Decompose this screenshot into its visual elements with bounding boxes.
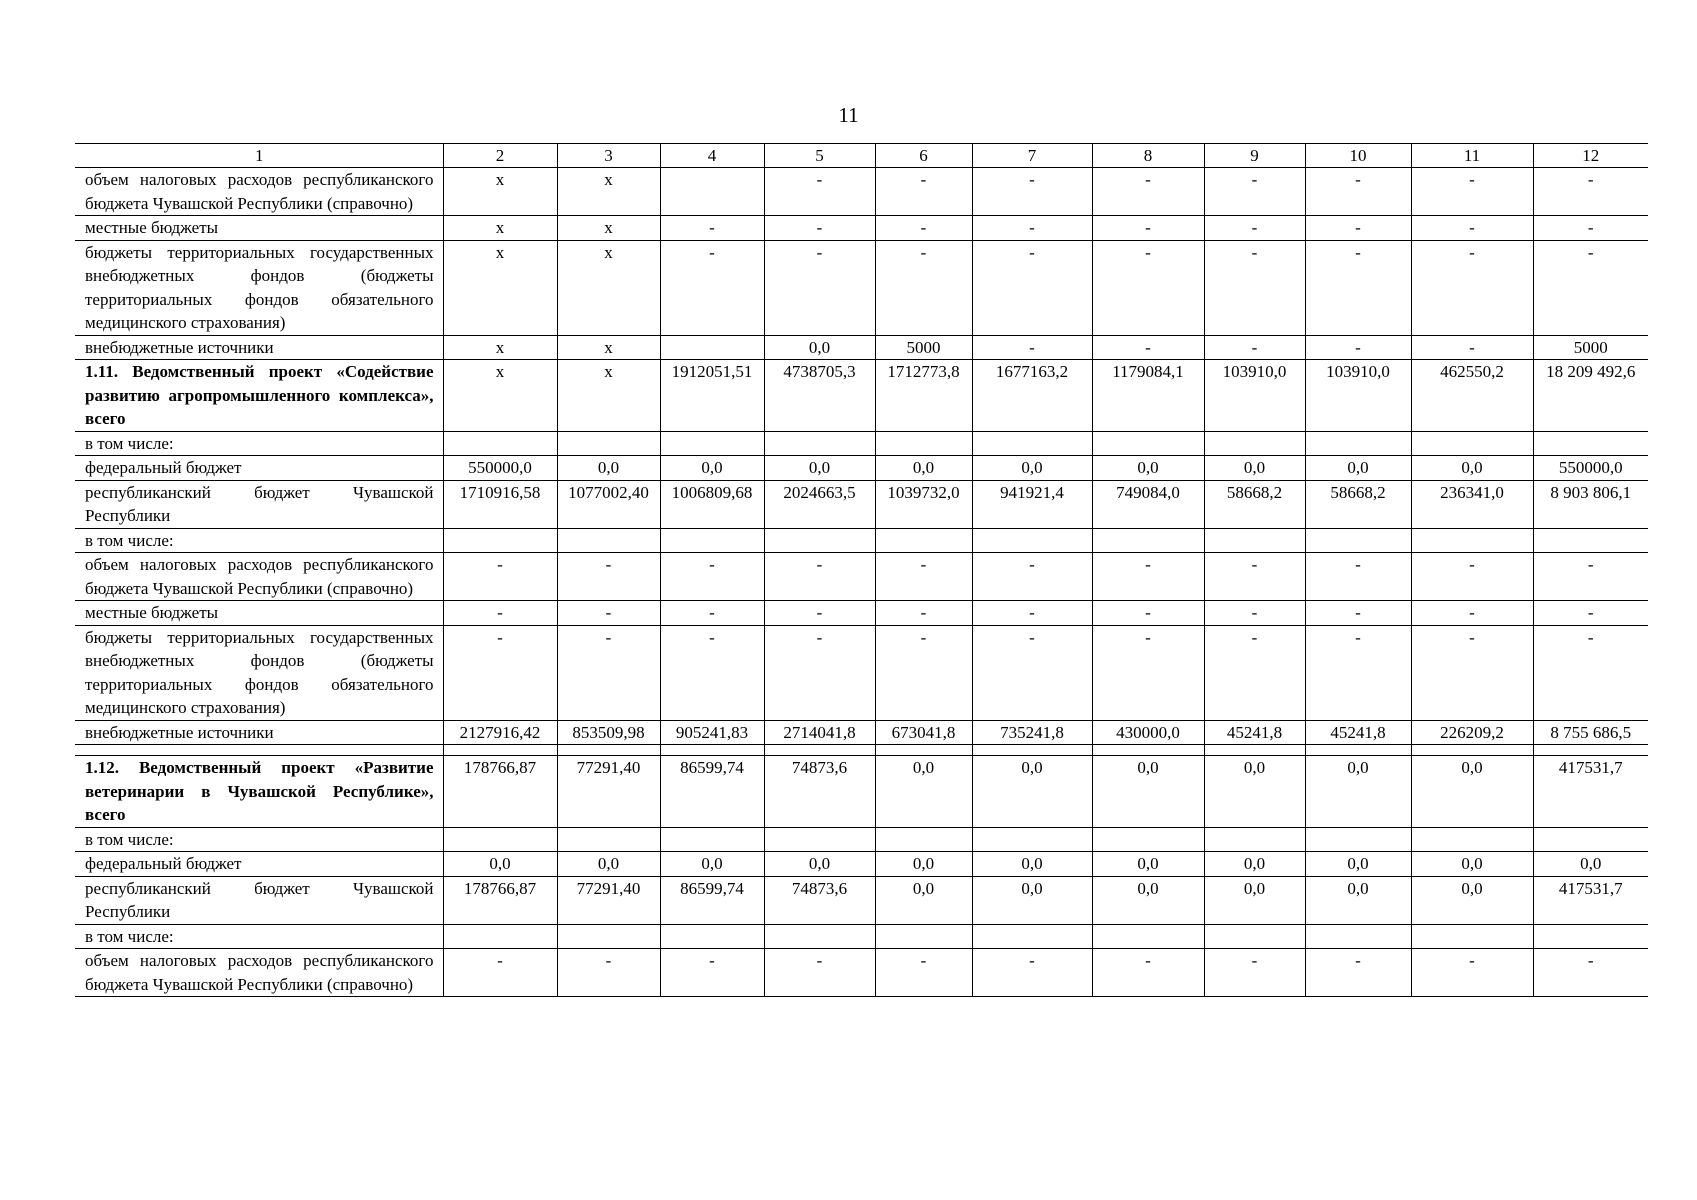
row-label: местные бюджеты xyxy=(75,216,443,241)
value-cell: - xyxy=(764,601,875,626)
value-cell: 0,0 xyxy=(1092,876,1204,924)
value-cell: - xyxy=(1305,949,1411,997)
row-label: в том числе: xyxy=(75,827,443,852)
column-number: 12 xyxy=(1533,144,1648,168)
row-label: внебюджетные источники xyxy=(75,720,443,745)
value-cell xyxy=(1533,827,1648,852)
value-cell: 18 209 492,6 xyxy=(1533,360,1648,432)
value-cell: 0,0 xyxy=(660,852,764,877)
spacer-cell xyxy=(1411,745,1533,756)
value-cell xyxy=(764,431,875,456)
value-cell: 0,0 xyxy=(875,456,972,481)
value-cell xyxy=(1533,924,1648,949)
value-cell: - xyxy=(1305,335,1411,360)
value-cell: - xyxy=(1533,168,1648,216)
value-cell xyxy=(443,924,557,949)
value-cell: 430000,0 xyxy=(1092,720,1204,745)
value-cell: 1006809,68 xyxy=(660,480,764,528)
column-number: 11 xyxy=(1411,144,1533,168)
column-number: 7 xyxy=(972,144,1092,168)
value-cell: 1039732,0 xyxy=(875,480,972,528)
spacer-cell xyxy=(1533,745,1648,756)
row-label: республиканский бюджет Чувашской Республики xyxy=(75,480,443,528)
value-cell: 417531,7 xyxy=(1533,876,1648,924)
table-row xyxy=(75,431,1648,456)
value-cell xyxy=(1092,431,1204,456)
value-cell: - xyxy=(1411,949,1533,997)
value-cell: 77291,40 xyxy=(557,876,660,924)
value-cell: 86599,74 xyxy=(660,756,764,828)
value-cell: 0,0 xyxy=(1305,876,1411,924)
spacer-cell xyxy=(443,745,557,756)
value-cell xyxy=(1092,827,1204,852)
value-cell: - xyxy=(1092,601,1204,626)
value-cell: - xyxy=(1411,601,1533,626)
table-row xyxy=(75,924,1648,949)
value-cell: - xyxy=(1305,168,1411,216)
value-cell: - xyxy=(972,553,1092,601)
value-cell: 178766,87 xyxy=(443,876,557,924)
value-cell: 735241,8 xyxy=(972,720,1092,745)
value-cell: 0,0 xyxy=(1411,456,1533,481)
value-cell: 462550,2 xyxy=(1411,360,1533,432)
value-cell: - xyxy=(1092,949,1204,997)
value-cell: - xyxy=(1204,625,1305,720)
table-row xyxy=(75,553,1648,601)
value-cell: - xyxy=(764,625,875,720)
value-cell: 0,0 xyxy=(1092,756,1204,828)
row-label: в том числе: xyxy=(75,924,443,949)
value-cell: 0,0 xyxy=(1092,852,1204,877)
column-number: 6 xyxy=(875,144,972,168)
value-cell: - xyxy=(1092,240,1204,335)
value-cell: 226209,2 xyxy=(1411,720,1533,745)
value-cell: 8 903 806,1 xyxy=(1533,480,1648,528)
table-row xyxy=(75,360,1648,432)
value-cell: - xyxy=(1204,335,1305,360)
value-cell: 749084,0 xyxy=(1092,480,1204,528)
value-cell: 0,0 xyxy=(1092,456,1204,481)
spacer-cell xyxy=(1204,745,1305,756)
value-cell: 1677163,2 xyxy=(972,360,1092,432)
value-cell xyxy=(443,431,557,456)
table-row xyxy=(75,480,1648,528)
value-cell: - xyxy=(1533,949,1648,997)
value-cell: - xyxy=(972,949,1092,997)
value-cell xyxy=(875,827,972,852)
value-cell: - xyxy=(443,601,557,626)
value-cell: 0,0 xyxy=(1305,456,1411,481)
value-cell xyxy=(875,431,972,456)
row-label: внебюджетные источники xyxy=(75,335,443,360)
value-cell: - xyxy=(557,601,660,626)
value-cell xyxy=(972,528,1092,553)
value-cell: - xyxy=(875,625,972,720)
value-cell: 0,0 xyxy=(972,456,1092,481)
spacer-cell xyxy=(875,745,972,756)
table-row xyxy=(75,335,1648,360)
column-number: 3 xyxy=(557,144,660,168)
value-cell: - xyxy=(1411,168,1533,216)
value-cell: 5000 xyxy=(875,335,972,360)
spacer-cell xyxy=(75,745,443,756)
value-cell: - xyxy=(1204,601,1305,626)
value-cell: 1077002,40 xyxy=(557,480,660,528)
value-cell xyxy=(660,168,764,216)
value-cell: - xyxy=(1204,216,1305,241)
row-label: объем налоговых расходов республиканского бюджета Чувашской Республики (справочно) xyxy=(75,168,443,216)
spacer-row xyxy=(75,745,1648,756)
table-body xyxy=(75,144,1648,997)
value-cell: - xyxy=(1092,216,1204,241)
value-cell xyxy=(972,924,1092,949)
row-label: республиканский бюджет Чувашской Республики xyxy=(75,876,443,924)
value-cell: - xyxy=(660,625,764,720)
value-cell: - xyxy=(1204,168,1305,216)
value-cell xyxy=(1204,528,1305,553)
table-row xyxy=(75,876,1648,924)
column-number: 5 xyxy=(764,144,875,168)
value-cell: 941921,4 xyxy=(972,480,1092,528)
value-cell: 77291,40 xyxy=(557,756,660,828)
value-cell xyxy=(1411,431,1533,456)
value-cell: - xyxy=(1411,216,1533,241)
row-label: объем налоговых расходов республиканского бюджета Чувашской Республики (справочно) xyxy=(75,553,443,601)
value-cell xyxy=(972,827,1092,852)
value-cell: - xyxy=(1092,168,1204,216)
value-cell: 0,0 xyxy=(1411,852,1533,877)
value-cell: - xyxy=(875,216,972,241)
table-row xyxy=(75,949,1648,997)
value-cell: x xyxy=(443,335,557,360)
value-cell: - xyxy=(1411,335,1533,360)
value-cell: - xyxy=(875,949,972,997)
value-cell xyxy=(875,924,972,949)
value-cell: - xyxy=(557,625,660,720)
value-cell xyxy=(1411,924,1533,949)
table-row xyxy=(75,240,1648,335)
value-cell: 2024663,5 xyxy=(764,480,875,528)
value-cell: - xyxy=(875,601,972,626)
value-cell: - xyxy=(972,240,1092,335)
value-cell: - xyxy=(1204,240,1305,335)
value-cell xyxy=(1204,431,1305,456)
row-label: объем налоговых расходов республиканского бюджета Чувашской Республики (справочно) xyxy=(75,949,443,997)
value-cell: 236341,0 xyxy=(1411,480,1533,528)
value-cell: - xyxy=(443,625,557,720)
value-cell: - xyxy=(660,601,764,626)
value-cell xyxy=(660,827,764,852)
value-cell xyxy=(443,528,557,553)
value-cell xyxy=(1305,827,1411,852)
budget-table xyxy=(75,143,1648,997)
value-cell: - xyxy=(1533,553,1648,601)
value-cell: 1179084,1 xyxy=(1092,360,1204,432)
value-cell: 550000,0 xyxy=(1533,456,1648,481)
value-cell: - xyxy=(1204,949,1305,997)
value-cell: 0,0 xyxy=(875,876,972,924)
value-cell: - xyxy=(557,553,660,601)
value-cell: - xyxy=(875,240,972,335)
value-cell: 0,0 xyxy=(875,756,972,828)
value-cell xyxy=(557,827,660,852)
value-cell: - xyxy=(1533,601,1648,626)
value-cell: - xyxy=(764,216,875,241)
value-cell: x xyxy=(557,216,660,241)
value-cell: - xyxy=(1305,625,1411,720)
value-cell: - xyxy=(557,949,660,997)
value-cell: 8 755 686,5 xyxy=(1533,720,1648,745)
column-number: 8 xyxy=(1092,144,1204,168)
value-cell: 905241,83 xyxy=(660,720,764,745)
value-cell: x xyxy=(557,168,660,216)
value-cell: - xyxy=(972,625,1092,720)
value-cell: - xyxy=(1411,240,1533,335)
value-cell: 0,0 xyxy=(1411,756,1533,828)
value-cell: 58668,2 xyxy=(1305,480,1411,528)
value-cell: - xyxy=(660,240,764,335)
value-cell: 5000 xyxy=(1533,335,1648,360)
value-cell: 673041,8 xyxy=(875,720,972,745)
value-cell: 0,0 xyxy=(764,852,875,877)
value-cell: - xyxy=(972,216,1092,241)
value-cell xyxy=(1204,924,1305,949)
value-cell: 417531,7 xyxy=(1533,756,1648,828)
value-cell: 0,0 xyxy=(972,756,1092,828)
table-row xyxy=(75,456,1648,481)
value-cell: - xyxy=(443,553,557,601)
value-cell: 0,0 xyxy=(1305,852,1411,877)
value-cell: 1712773,8 xyxy=(875,360,972,432)
value-cell xyxy=(557,924,660,949)
value-cell: - xyxy=(443,949,557,997)
value-cell: 550000,0 xyxy=(443,456,557,481)
table-row xyxy=(75,168,1648,216)
value-cell: - xyxy=(660,553,764,601)
value-cell: 853509,98 xyxy=(557,720,660,745)
value-cell: - xyxy=(1533,625,1648,720)
value-cell xyxy=(1092,528,1204,553)
value-cell: - xyxy=(1411,625,1533,720)
value-cell: 45241,8 xyxy=(1305,720,1411,745)
value-cell: 0,0 xyxy=(972,876,1092,924)
value-cell xyxy=(764,827,875,852)
value-cell: 0,0 xyxy=(1204,756,1305,828)
value-cell: - xyxy=(660,216,764,241)
value-cell xyxy=(1305,924,1411,949)
value-cell: 0,0 xyxy=(1411,876,1533,924)
column-number: 4 xyxy=(660,144,764,168)
value-cell: 2714041,8 xyxy=(764,720,875,745)
value-cell xyxy=(660,528,764,553)
value-cell xyxy=(1305,431,1411,456)
value-cell: - xyxy=(764,240,875,335)
value-cell: - xyxy=(972,335,1092,360)
value-cell: - xyxy=(875,553,972,601)
table-row xyxy=(75,720,1648,745)
page-number: 11 xyxy=(838,103,859,127)
value-cell: 0,0 xyxy=(764,456,875,481)
value-cell: - xyxy=(1092,625,1204,720)
value-cell: 0,0 xyxy=(660,456,764,481)
value-cell: 1710916,58 xyxy=(443,480,557,528)
value-cell xyxy=(557,431,660,456)
value-cell xyxy=(660,924,764,949)
value-cell: 0,0 xyxy=(1204,852,1305,877)
value-cell xyxy=(1305,528,1411,553)
row-label: 1.11. Ведомственный проект «Содействие развитию агропромышленного комплекса», всего xyxy=(75,360,443,432)
value-cell xyxy=(1533,528,1648,553)
value-cell: - xyxy=(1092,335,1204,360)
row-label: в том числе: xyxy=(75,431,443,456)
spacer-cell xyxy=(1305,745,1411,756)
value-cell: - xyxy=(875,168,972,216)
row-label: 1.12. Ведомственный проект «Развитие ветеринарии в Чувашской Республике», всего xyxy=(75,756,443,828)
value-cell: 0,0 xyxy=(1305,756,1411,828)
value-cell xyxy=(1411,827,1533,852)
table-row xyxy=(75,852,1648,877)
spacer-cell xyxy=(660,745,764,756)
value-cell: 0,0 xyxy=(764,335,875,360)
value-cell: x xyxy=(443,168,557,216)
table-row xyxy=(75,625,1648,720)
value-cell: 45241,8 xyxy=(1204,720,1305,745)
table-row xyxy=(75,528,1648,553)
row-label: федеральный бюджет xyxy=(75,456,443,481)
value-cell: 1912051,51 xyxy=(660,360,764,432)
header-row xyxy=(75,144,1648,168)
value-cell: 0,0 xyxy=(557,456,660,481)
value-cell: x xyxy=(443,360,557,432)
spacer-cell xyxy=(764,745,875,756)
value-cell xyxy=(660,431,764,456)
spacer-cell xyxy=(1092,745,1204,756)
value-cell: - xyxy=(660,949,764,997)
value-cell: 0,0 xyxy=(1204,876,1305,924)
value-cell: x xyxy=(443,216,557,241)
value-cell: 58668,2 xyxy=(1204,480,1305,528)
value-cell xyxy=(557,528,660,553)
value-cell xyxy=(1411,528,1533,553)
table-row xyxy=(75,216,1648,241)
value-cell: 0,0 xyxy=(1204,456,1305,481)
column-number: 10 xyxy=(1305,144,1411,168)
value-cell xyxy=(875,528,972,553)
value-cell: - xyxy=(1305,216,1411,241)
column-number: 9 xyxy=(1204,144,1305,168)
value-cell: 0,0 xyxy=(1533,852,1648,877)
value-cell: 0,0 xyxy=(875,852,972,877)
row-label: в том числе: xyxy=(75,528,443,553)
value-cell: - xyxy=(1533,216,1648,241)
value-cell: 74873,6 xyxy=(764,756,875,828)
value-cell: - xyxy=(764,168,875,216)
table-row xyxy=(75,827,1648,852)
value-cell: 0,0 xyxy=(557,852,660,877)
value-cell xyxy=(764,528,875,553)
value-cell: x xyxy=(557,335,660,360)
value-cell xyxy=(972,431,1092,456)
column-number: 1 xyxy=(75,144,443,168)
value-cell: - xyxy=(1411,553,1533,601)
table-row xyxy=(75,756,1648,828)
value-cell: 178766,87 xyxy=(443,756,557,828)
value-cell: 103910,0 xyxy=(1204,360,1305,432)
value-cell: - xyxy=(1204,553,1305,601)
value-cell: - xyxy=(1092,553,1204,601)
value-cell: - xyxy=(972,168,1092,216)
value-cell: 4738705,3 xyxy=(764,360,875,432)
value-cell: 74873,6 xyxy=(764,876,875,924)
spacer-cell xyxy=(557,745,660,756)
value-cell: 0,0 xyxy=(972,852,1092,877)
value-cell: - xyxy=(1305,240,1411,335)
value-cell: 2127916,42 xyxy=(443,720,557,745)
value-cell: - xyxy=(1305,601,1411,626)
spacer-cell xyxy=(972,745,1092,756)
value-cell: - xyxy=(764,949,875,997)
row-label: бюджеты территориальных государственных внебюджетных фондов (бюджеты территориальных фондов обязательного медицинского страхования) xyxy=(75,240,443,335)
value-cell: - xyxy=(1533,240,1648,335)
value-cell xyxy=(1092,924,1204,949)
value-cell: x xyxy=(443,240,557,335)
value-cell xyxy=(1204,827,1305,852)
value-cell: x xyxy=(557,240,660,335)
row-label: федеральный бюджет xyxy=(75,852,443,877)
row-label: бюджеты территориальных государственных внебюджетных фондов (бюджеты территориальных фондов обязательного медицинского страхования) xyxy=(75,625,443,720)
value-cell xyxy=(764,924,875,949)
value-cell: x xyxy=(557,360,660,432)
value-cell xyxy=(443,827,557,852)
value-cell: - xyxy=(764,553,875,601)
value-cell xyxy=(660,335,764,360)
table-row xyxy=(75,601,1648,626)
value-cell: - xyxy=(1305,553,1411,601)
value-cell: 0,0 xyxy=(443,852,557,877)
value-cell: 103910,0 xyxy=(1305,360,1411,432)
value-cell: - xyxy=(972,601,1092,626)
column-number: 2 xyxy=(443,144,557,168)
value-cell: 86599,74 xyxy=(660,876,764,924)
value-cell xyxy=(1533,431,1648,456)
row-label: местные бюджеты xyxy=(75,601,443,626)
